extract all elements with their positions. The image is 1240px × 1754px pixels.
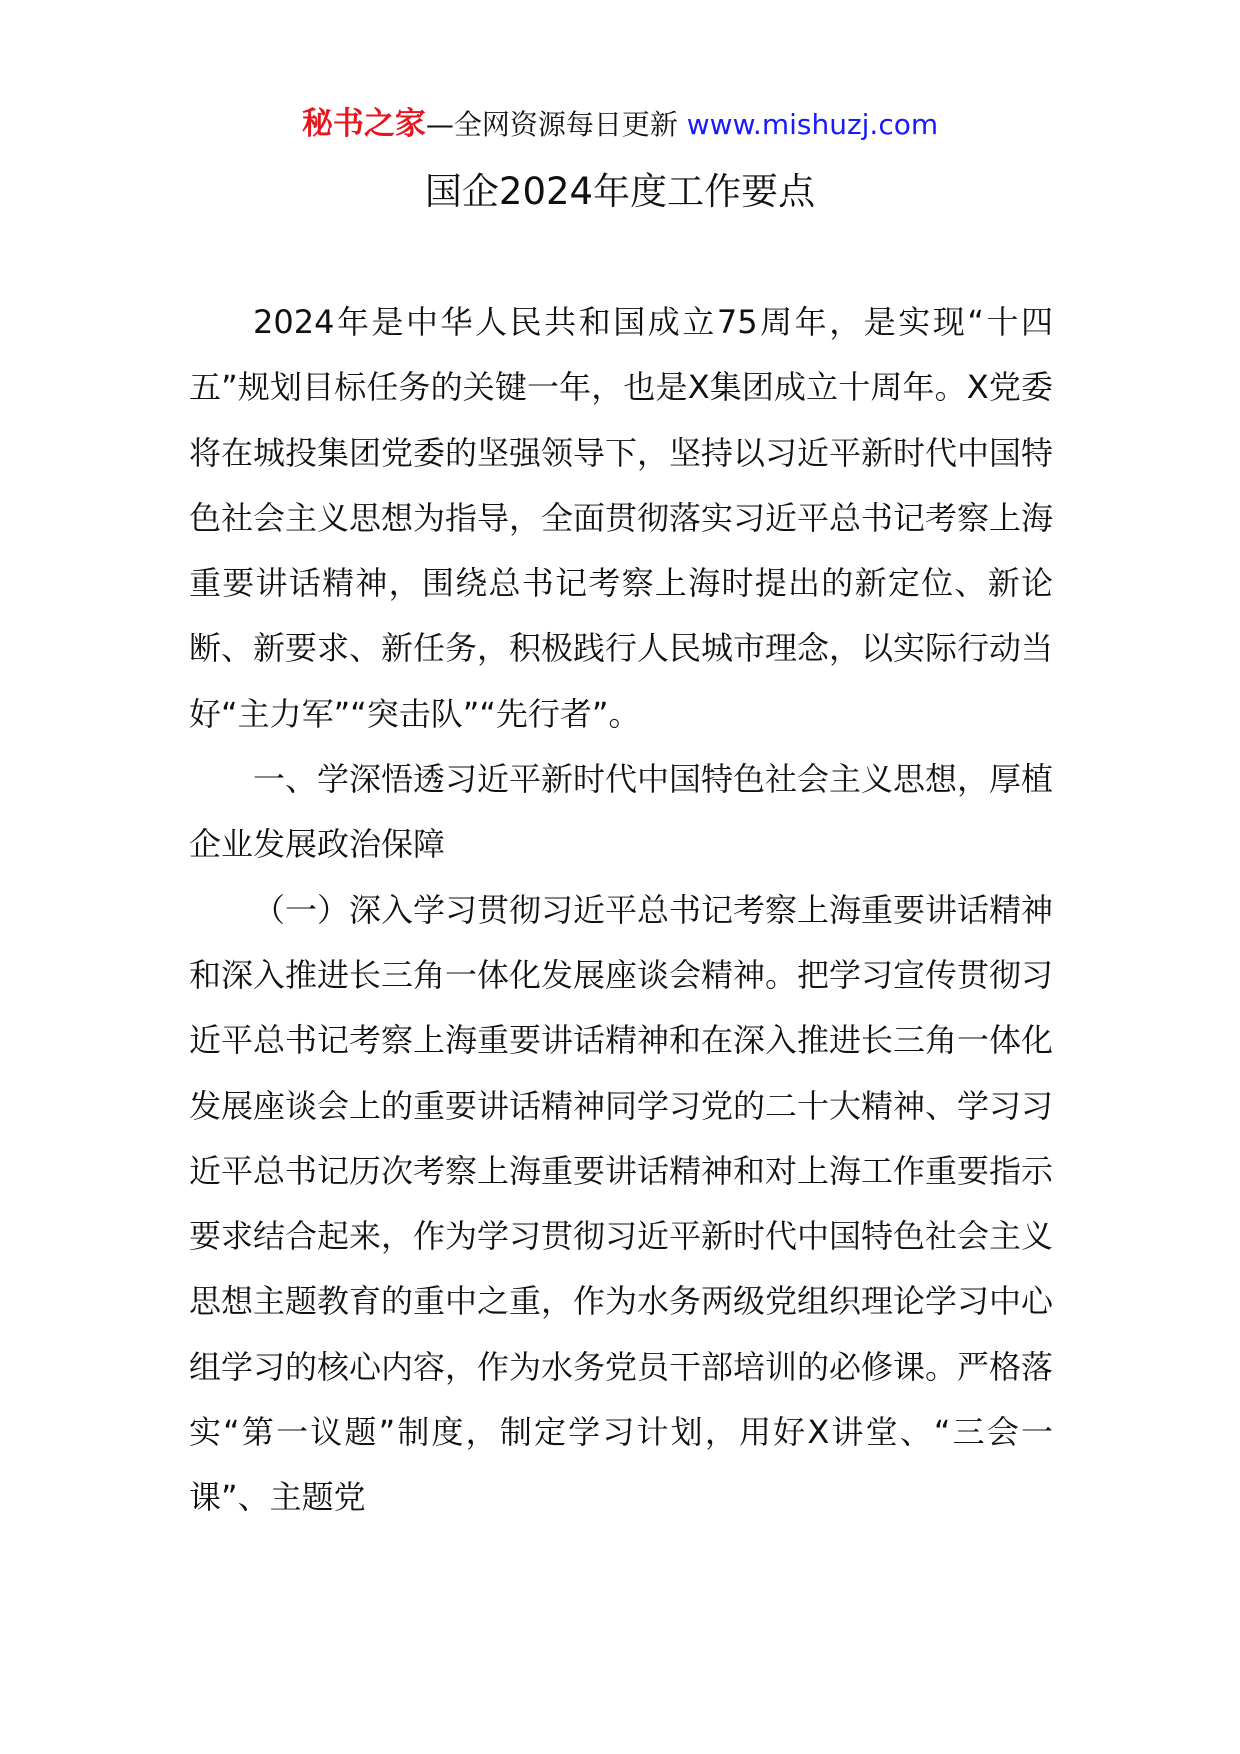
document-title: 国企2024年度工作要点 <box>424 170 816 213</box>
paragraph-subsection-1: （一）深入学习贯彻习近平总书记考察上海重要讲话精神和深入推进长三角一体化发展座谈会精神。把学习宣传贯彻习近平总书记考察上海重要讲话精神和在深入推进长三角一体化发展座谈会上的重要讲话精神同学习党的二十大精神、学习习近平总书记历次考察上海重要讲话精神和对上海工作重要指示要求结合起来，作为学习贯彻习近平新时代中国特色社会主义思想主题教育的重中之重，作为水务两级党组织理论学习中心组学习的核心内容，作为水务党员干部培训的必修课。严格落实“第一议题”制度，制定学习计划，用好X讲堂、“三会一课”、主题党 <box>189 890 1054 1517</box>
document-body <box>189 290 1053 1531</box>
paragraph-intro: 2024年是中华人民共和国成立75周年，是实现“十四五”规划目标任务的关键一年，也是X集团成立十周年。X党委将在城投集团党委的坚强领导下，坚持以习近平新时代中国特色社会主义思想为指导，全面贯彻落实习近平总书记考察上海重要讲话精神，围绕总书记考察上海时提出的新定位、新论断、新要求、新任务，积极践行人民城市理念，以实际行动当好“主力军”“突击队”“先行者”。 <box>189 303 1054 733</box>
watermark-slogan: —全网资源每日更新 <box>425 108 678 141</box>
watermark-header <box>0 104 1240 145</box>
watermark-brand: 秘书之家 <box>301 106 426 142</box>
watermark-url[interactable]: www.mishuzj.com <box>686 108 939 141</box>
section-heading-1: 一、学深悟透习近平新时代中国特色社会主义思想，厚植企业发展政治保障 <box>189 760 1054 864</box>
